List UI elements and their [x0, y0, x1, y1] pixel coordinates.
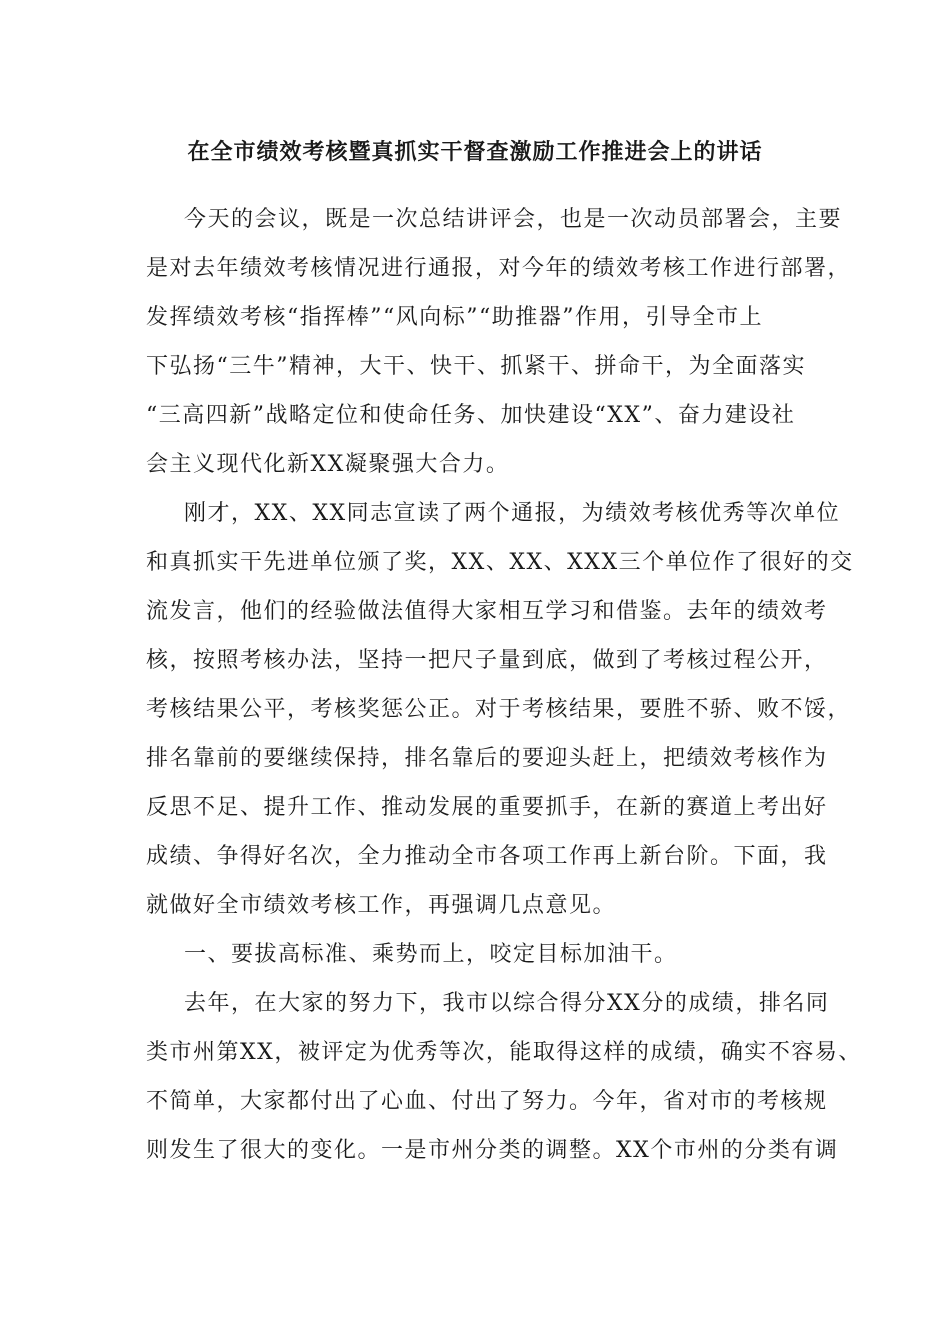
body-line: 和真抓实干先进单位颁了奖，XX、XX、XXX三个单位作了很好的交: [146, 550, 854, 575]
body-line: 刚才，XX、XX同志宣读了两个通报，为绩效考核优秀等次单位: [184, 501, 841, 526]
body-line: 成绩、争得好名次，全力推动全市各项工作再上新台阶。下面，我: [146, 844, 828, 869]
body-line: 排名靠前的要继续保持，排名靠后的要迎头赶上，把绩效考核作为: [146, 746, 828, 771]
document-title: 在全市绩效考核暨真抓实干督查激励工作推进会上的讲话: [187, 140, 763, 165]
body-line: 则发生了很大的变化。一是市州分类的调整。XX个市州的分类有调: [146, 1138, 839, 1163]
body-line: 反思不足、提升工作、推动发展的重要抓手，在新的赛道上考出好: [146, 795, 828, 820]
body-line: 会主义现代化新XX凝聚强大合力。: [146, 452, 510, 477]
body-line: 不简单，大家都付出了心血、付出了努力。今年，省对市的考核规: [146, 1089, 828, 1114]
body-line: 核，按照考核办法，坚持一把尺子量到底，做到了考核过程公开，: [146, 648, 828, 673]
body-line: 考核结果公平，考核奖惩公正。对于考核结果，要胜不骄、败不馁，: [146, 697, 852, 722]
body-line: 下弘扬“三牛”精神，大干、快干、抓紧干、拼命干，为全面落实: [146, 354, 806, 379]
body-line: “三高四新”战略定位和使命任务、加快建设“XX”、奋力建设社: [146, 403, 796, 428]
body-line: 就做好全市绩效考核工作，再强调几点意见。: [146, 893, 617, 918]
section-heading: 一、要拔高标准、乘势而上，咬定目标加油干。: [184, 942, 678, 967]
body-line: 今天的会议，既是一次总结讲评会，也是一次动员部署会，主要: [184, 207, 843, 232]
body-line: 类市州第XX，被评定为优秀等次，能取得这样的成绩，确实不容易、: [146, 1040, 862, 1065]
body-line: 发挥绩效考核“指挥棒”“风向标”“助推器”作用，引导全市上: [146, 305, 763, 330]
body-line: 去年，在大家的努力下，我市以综合得分XX分的成绩，排名同: [184, 991, 830, 1016]
body-line: 是对去年绩效考核情况进行通报，对今年的绩效考核工作进行部署，: [146, 256, 852, 281]
body-line: 流发言，他们的经验做法值得大家相互学习和借鉴。去年的绩效考: [146, 599, 828, 624]
